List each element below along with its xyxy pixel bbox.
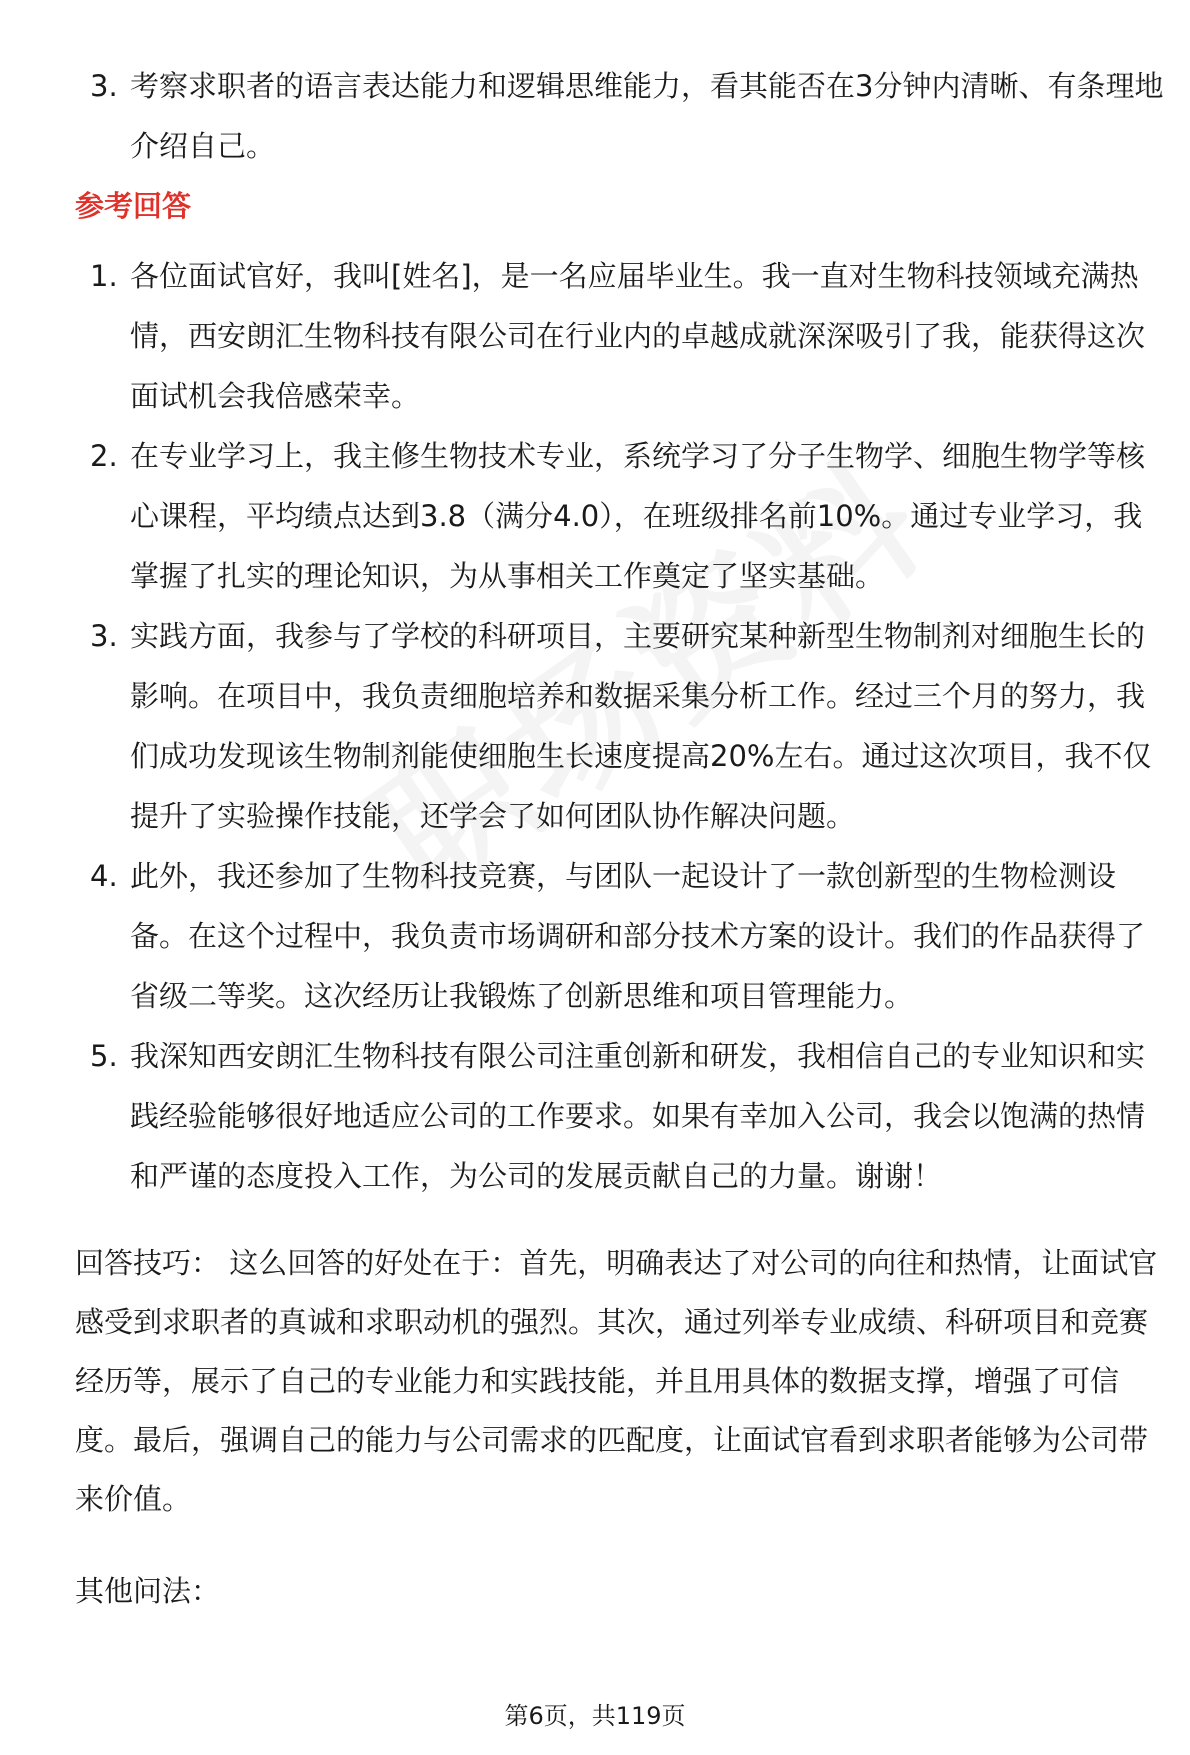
list-number: 3.	[90, 619, 118, 653]
list-item	[75, 846, 1170, 1026]
list-number: 3.	[90, 69, 118, 103]
list-item	[75, 246, 1170, 426]
list-number: 2.	[90, 439, 118, 473]
list-text: 实践方面，我参与了学校的科研项目，主要研究某种新型生物制剂对细胞生长的影响。在项目中，我负责细胞培养和数据采集分析工作。经过三个月的努力，我们成功发现该生物制剂能使细胞生长速度提高20%左右。通过这次项目，我不仅提升了实验操作技能，还学会了如何团队协作解决问题。	[130, 619, 1152, 833]
list-number: 1.	[90, 259, 118, 293]
list-item	[75, 426, 1170, 606]
answer-tips-paragraph: 回答技巧： 这么回答的好处在于：首先，明确表达了对公司的向往和热情，让面试官感受到求职者的真诚和求职动机的强烈。其次，通过列举专业成绩、科研项目和竞赛经历等，展示了自己的专业能力和实践技能，并且用具体的数据支撑，增强了可信度。最后，强调自己的能力与公司需求的匹配度，让面试官看到求职者能够为公司带来价值。	[75, 1246, 1158, 1516]
answer-list	[75, 246, 1170, 1206]
criteria-list	[75, 56, 1170, 176]
list-item	[75, 56, 1170, 176]
list-text: 各位面试官好，我叫[姓名]，是一名应届毕业生。我一直对生物科技领域充满热情，西安朗汇生物科技有限公司在行业内的卓越成就深深吸引了我，能获得这次面试机会我倍感荣幸。	[130, 259, 1146, 413]
list-number: 5.	[90, 1039, 118, 1073]
list-text: 此外，我还参加了生物科技竞赛，与团队一起设计了一款创新型的生物检测设备。在这个过程中，我负责市场调研和部分技术方案的设计。我们的作品获得了省级二等奖。这次经历让我锻炼了创新思维和项目管理能力。	[130, 859, 1146, 1013]
other-questions-label: 其他问法：	[75, 1574, 221, 1608]
page-content	[75, 56, 1170, 1621]
page-number-footer: 第6页，共119页	[504, 1702, 686, 1730]
section-heading-reference: 参考回答	[75, 189, 192, 223]
list-text: 我深知西安朗汇生物科技有限公司注重创新和研发，我相信自己的专业知识和实践经验能够很好地适应公司的工作要求。如果有幸加入公司，我会以饱满的热情和严谨的态度投入工作，为公司的发展贡献自己的力量。谢谢！	[130, 1039, 1146, 1193]
list-text: 在专业学习上，我主修生物技术专业，系统学习了分子生物学、细胞生物学等核心课程，平均绩点达到3.8（满分4.0），在班级排名前10%。通过专业学习，我掌握了扎实的理论知识，为从事相关工作奠定了坚实基础。	[130, 439, 1146, 593]
list-item	[75, 606, 1170, 846]
list-number: 4.	[90, 859, 118, 893]
list-item	[75, 1026, 1170, 1206]
list-text: 考察求职者的语言表达能力和逻辑思维能力，看其能否在3分钟内清晰、有条理地介绍自己。	[130, 69, 1164, 163]
